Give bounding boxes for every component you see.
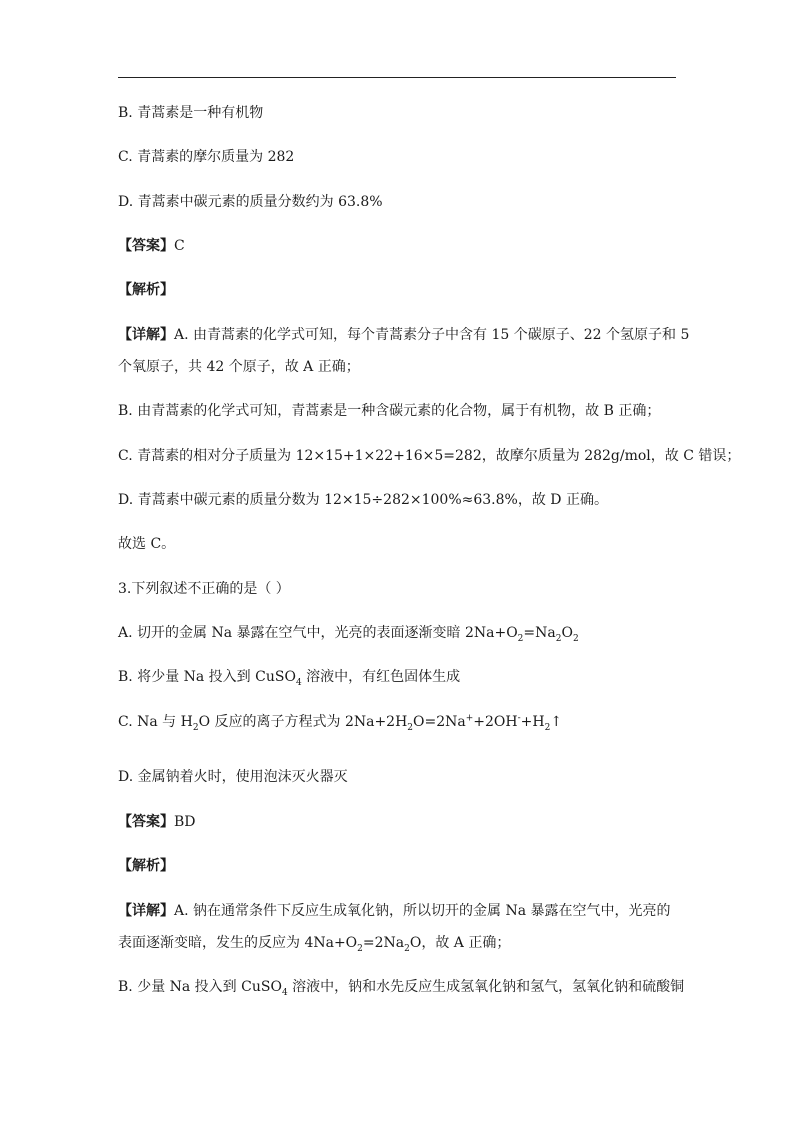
question-3: 3.下列叙述不正确的是（ ） xyxy=(118,581,290,597)
q3-option-b: B. 将少量 Na 投入到 CuSO$_4$ 溶液中，有红色固体生成 xyxy=(118,669,461,688)
option-c: C. 青蒿素的摩尔质量为 282 xyxy=(118,149,295,165)
explanation-2-b: B. 少量 Na 投入到 CuSO$_4$ 溶液中，钠和水先反应生成氢氧化钠和氢气，氢氧化钠和硫酸铜 xyxy=(118,979,685,998)
option-d: D. 青蒿素中碳元素的质量分数约为 63.8% xyxy=(118,194,383,210)
conclusion: 故选 C。 xyxy=(118,536,176,552)
q3-option-c: C. Na 与 $H_2O$ 反应的离子方程式为 $2Na+2H_2O=2Na^++2OH^-+H_2↑$ xyxy=(118,713,563,733)
analysis-heading-2: 【解析】 xyxy=(118,858,174,874)
answer-line: 【答案】C xyxy=(118,238,185,254)
analysis-heading: 【解析】 xyxy=(118,282,174,298)
option-b: B. 青蒿素是一种有机物 xyxy=(118,105,264,121)
answer-line-2: 【答案】BD xyxy=(118,814,196,830)
q3-option-a: A. 切开的金属 Na 暴露在空气中，光亮的表面逐渐变暗 $2Na+O_2=Na_2O_2$ xyxy=(118,625,579,644)
q3-option-d: D. 金属钠着火时，使用泡沫灭火器灭 xyxy=(118,769,348,785)
explanation-d: D. 青蒿素中碳元素的质量分数为 12×15÷282×100%≈63.8%，故 D 正确。 xyxy=(118,492,608,508)
explanation-2-a: 【详解】A. 钠在通常条件下反应生成氧化钠，所以切开的金属 Na 暴露在空气中，光亮的 xyxy=(118,903,671,919)
explanation-2-a-cont: 表面逐渐变暗，发生的反应为 $4Na+O_2=2Na_2O$，故 A 正确； xyxy=(118,935,511,954)
header-rule xyxy=(118,77,676,78)
explanation-a: 【详解】A. 由青蒿素的化学式可知，每个青蒿素分子中含有 15 个碳原子、22 个氢原子和 5 xyxy=(118,327,690,343)
explanation-c: C. 青蒿素的相对分子质量为 12×15+1×22+16×5=282，故摩尔质量为 282g/mol，故 C 错误； xyxy=(118,448,741,464)
explanation-b: B. 由青蒿素的化学式可知，青蒿素是一种含碳元素的化合物，属于有机物，故 B 正确； xyxy=(118,403,661,419)
explanation-a-cont: 个氧原子，共 42 个原子，故 A 正确； xyxy=(118,359,360,375)
